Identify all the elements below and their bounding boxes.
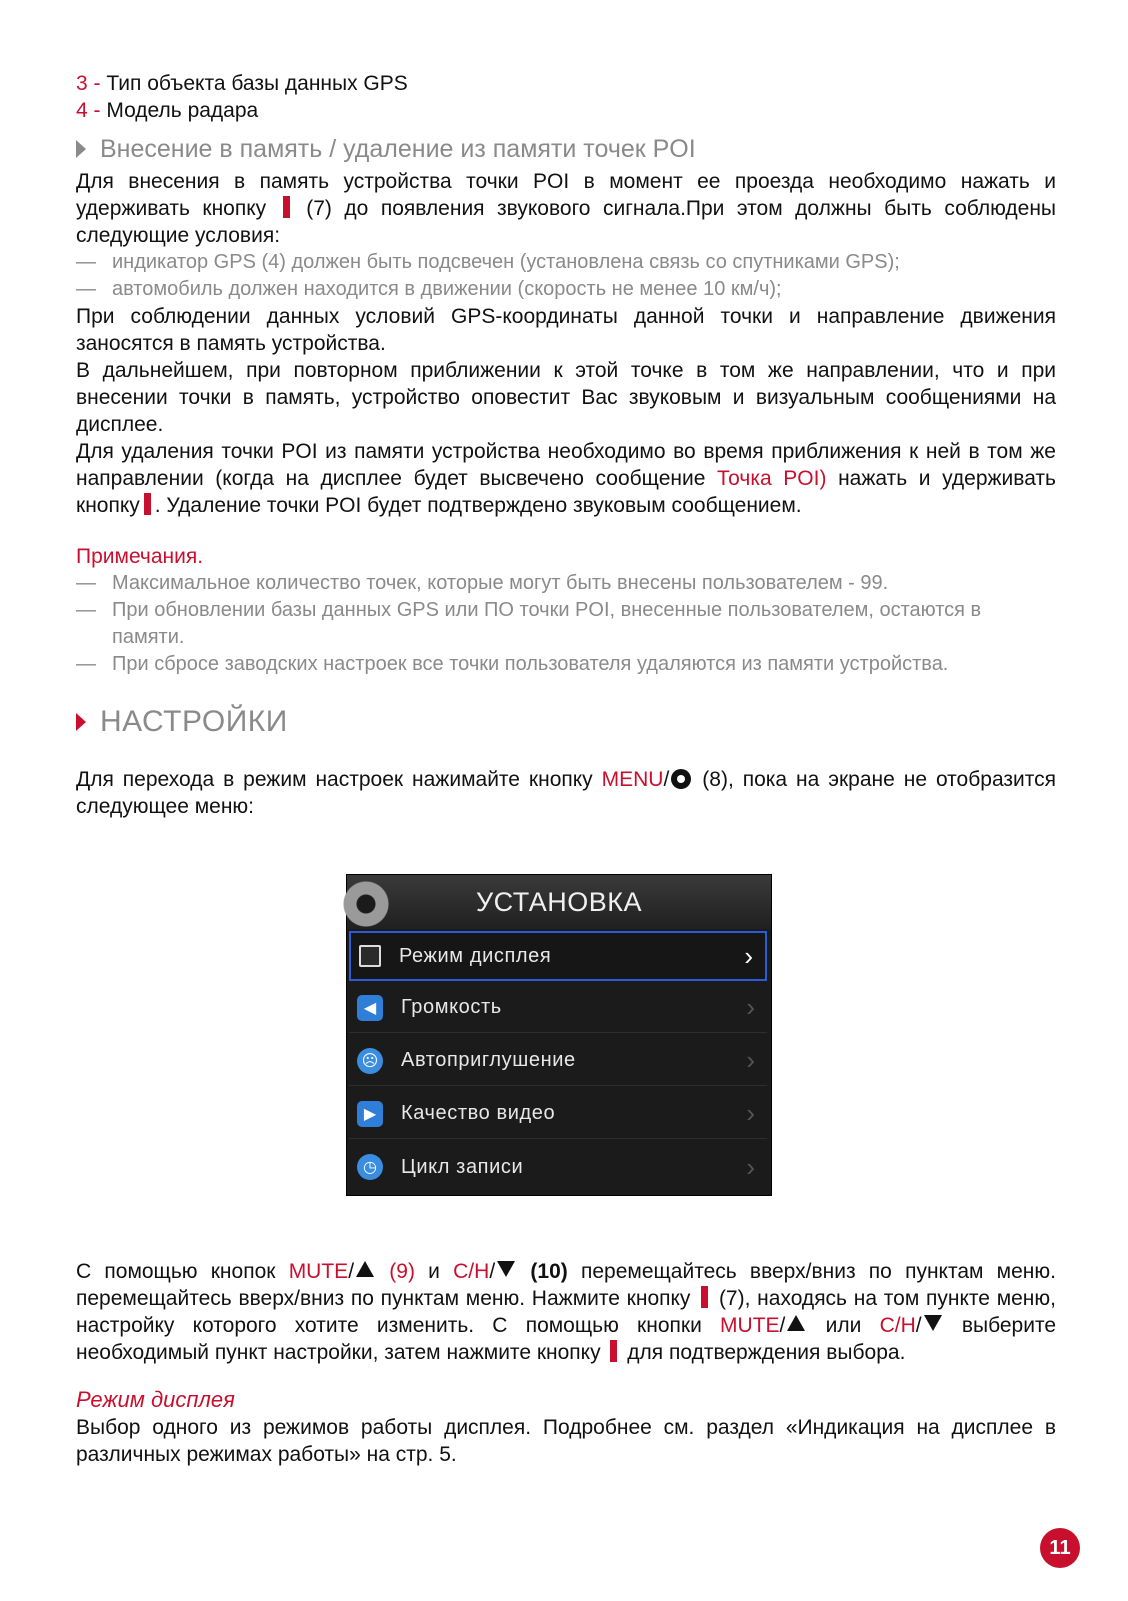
note-item: — При сбросе заводских настроек все точки пользователя удаляются из памяти устройства.	[76, 653, 949, 675]
device-screen	[346, 874, 772, 1196]
menu-item-volume[interactable]	[349, 983, 767, 1033]
chevron-right-icon: ›	[746, 1045, 755, 1075]
navigation-paragraph: С помощью кнопок MUTE/ (9) и C/H/ (10) перемещайтесь вверх/вниз по пунктам меню. перемещайтесь вверх/вниз по пунктам меню. Нажмите кнопку (7), находясь на том пункте меню, настройку которого хотите изменить. С помощью кнопки MUTE/ или C/H/ выберите необходимый пункт настройки, затем нажмите кнопку для подтверждения выбора.	[76, 1260, 1057, 1364]
list-text: Тип объекта базы данных GPS	[106, 72, 408, 95]
menu-item-label: Громкость	[401, 996, 502, 1018]
page-number: 11	[1040, 1528, 1080, 1568]
settings-heading	[76, 704, 1056, 740]
poi-paragraph-2: При соблюдении данных условий GPS-координаты данной точки и направление движения заносятся в память устройства.	[76, 305, 1056, 355]
menu-item-label: Автоприглушение	[401, 1049, 576, 1071]
list-item	[76, 70, 1056, 97]
list-number: 3 -	[76, 72, 101, 95]
note-item: — При обновлении базы данных GPS или ПО точки POI, внесенные пользователем, остаются в памяти.	[76, 599, 982, 648]
menu-item-label: Режим дисплея	[399, 944, 552, 967]
arrow-up-icon	[356, 1261, 374, 1277]
menu-item-auto-mute[interactable]	[349, 1036, 767, 1086]
menu-button-label: MENU	[601, 768, 664, 791]
chevron-right-icon: ›	[746, 1151, 755, 1182]
notes-title: Примечания.	[76, 545, 204, 568]
display-mode-text: Выбор одного из режимов работы дисплея. Подробнее см. раздел «Индикация на дисплее в различных режимах работы» на стр. 5.	[76, 1416, 1056, 1466]
record-button-icon	[701, 1286, 708, 1308]
navigation-section	[76, 1258, 1056, 1468]
poi-paragraph-3: В дальнейшем, при повторном приближении к этой точке в том же направлении, что и при внесении точки в память, устройство оповестит Вас звуковым и визуальным сообщениями на дисплее.	[76, 359, 1056, 436]
volume-icon: ◀	[357, 995, 383, 1021]
face-icon: ☹	[357, 1048, 383, 1074]
menu-item-record-cycle[interactable]	[349, 1142, 767, 1192]
triangle-bullet-icon	[76, 140, 86, 158]
note-item: — Максимальное количество точек, которые могут быть внесены пользователем - 99.	[76, 572, 889, 594]
screen-title: УСТАНОВКА	[475, 887, 643, 917]
menu-item-video-quality[interactable]	[349, 1089, 767, 1139]
condition-item: — индикатор GPS (4) должен быть подсвечен (установлена связь со спутниками GPS);	[76, 251, 900, 273]
poi-paragraph-4: Для удаления точки POI из памяти устройства необходимо во время приближения к ней в том же направлении (когда на дисплее будет высвечено сообщение Точка POI) нажать и удерживать кнопку . Удаление точки POI будет подтверждено звуковым сообщением.	[76, 440, 1056, 517]
triangle-bullet-icon	[76, 713, 86, 731]
page-content	[76, 70, 1056, 820]
record-button-icon	[283, 196, 290, 218]
arrow-down-icon	[497, 1261, 515, 1277]
mute-button-label: MUTE	[288, 1260, 349, 1283]
menu-item-label: Качество видео	[401, 1102, 556, 1124]
menu-item-display-mode[interactable]	[349, 931, 767, 981]
list-number: 4 -	[76, 99, 101, 122]
poi-heading-text: Внесение в память / удаление из памяти точек POI	[100, 135, 696, 163]
settings-paragraph: Для перехода в режим настроек нажимайте кнопку MENU/ (8), пока на экране не отобразится следующее меню:	[76, 768, 1056, 818]
poi-message-label: Точка POI)	[717, 467, 827, 490]
chevron-right-icon: ›	[746, 992, 755, 1022]
stopwatch-icon: ◷	[357, 1154, 383, 1180]
poi-paragraph-1: Для внесения в память устройства точки POI в момент ее проезда необходимо нажать и удерживать кнопку (7) до появления звукового сигнала.При этом должны быть соблюдены следующие условия:	[76, 170, 1057, 247]
gear-icon	[671, 769, 691, 789]
poi-heading	[76, 134, 1056, 164]
list-text: Модель радара	[106, 99, 259, 122]
arrow-up-icon	[787, 1315, 805, 1331]
arrow-down-icon	[924, 1315, 942, 1331]
display-mode-heading: Режим дисплея	[76, 1387, 235, 1412]
ch-button-label: C/H	[453, 1260, 490, 1283]
menu-item-label: Цикл записи	[401, 1155, 524, 1178]
record-button-icon	[610, 1340, 617, 1362]
display-icon	[359, 945, 381, 967]
list-item	[76, 97, 1056, 124]
record-button-icon	[144, 493, 151, 515]
screen-header	[347, 875, 771, 929]
chevron-right-icon: ›	[746, 1098, 755, 1128]
chevron-right-icon: ›	[744, 940, 753, 971]
settings-heading-text: НАСТРОЙКИ	[100, 705, 288, 738]
clapper-icon: ▶	[357, 1101, 383, 1127]
condition-item: — автомобиль должен находится в движении (скорость не менее 10 км/ч);	[76, 278, 782, 300]
